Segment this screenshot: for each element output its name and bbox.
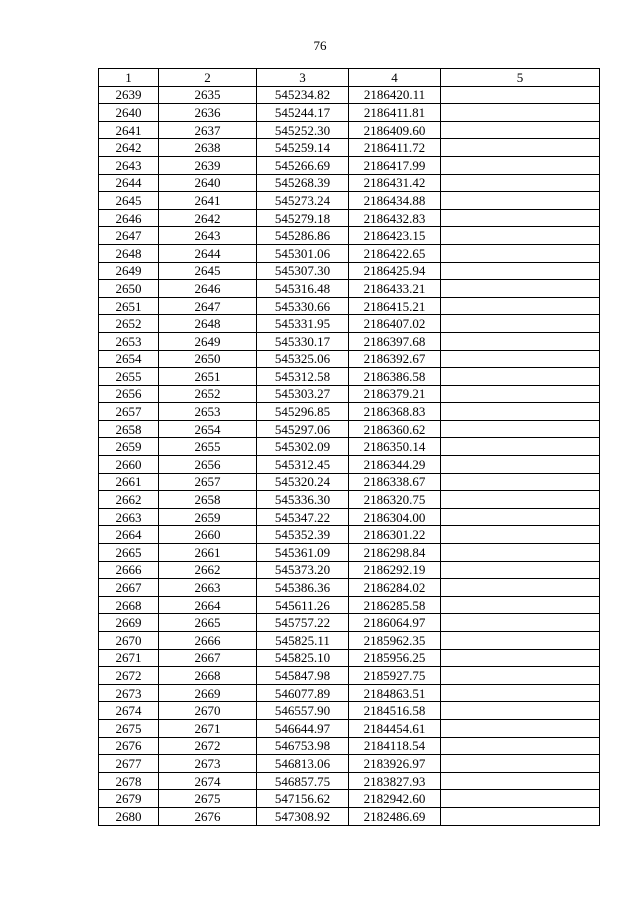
table-cell-col-2: 2649 (159, 332, 257, 350)
page-number: 76 (313, 38, 327, 53)
table-cell-col-1: 2658 (99, 420, 159, 438)
table-cell-col-5 (441, 227, 600, 245)
table-cell-col-1: 2644 (99, 174, 159, 192)
table-cell-col-3: 545330.66 (257, 297, 349, 315)
table-cell-col-3: 545279.18 (257, 209, 349, 227)
table-cell-col-4: 2184863.51 (349, 684, 441, 702)
table-cell-col-4: 2183926.97 (349, 755, 441, 773)
table-row (99, 368, 600, 386)
table-cell-col-4: 2186423.15 (349, 227, 441, 245)
table-row (99, 332, 600, 350)
table-row (99, 755, 600, 773)
table-row (99, 561, 600, 579)
table-cell-col-2: 2659 (159, 508, 257, 526)
table-cell-col-1: 2646 (99, 209, 159, 227)
table-cell-col-5 (441, 561, 600, 579)
table-cell-col-3: 546644.97 (257, 719, 349, 737)
table-cell-col-1: 2642 (99, 139, 159, 157)
table-cell-col-1: 2640 (99, 104, 159, 122)
table-cell-col-2: 2639 (159, 156, 257, 174)
column-header-5: 5 (441, 69, 600, 87)
table-cell-col-4: 2186411.81 (349, 104, 441, 122)
table-cell-col-2: 2665 (159, 614, 257, 632)
table-cell-col-3: 545352.39 (257, 526, 349, 544)
table-cell-col-2: 2664 (159, 596, 257, 614)
table-cell-col-2: 2658 (159, 491, 257, 509)
table-cell-col-5 (441, 315, 600, 333)
table-cell-col-4: 2185956.25 (349, 649, 441, 667)
table-row (99, 104, 600, 122)
table-row (99, 526, 600, 544)
table-cell-col-4: 2186411.72 (349, 139, 441, 157)
table-cell-col-5 (441, 121, 600, 139)
table-cell-col-3: 545259.14 (257, 139, 349, 157)
table-row (99, 420, 600, 438)
table-cell-col-1: 2650 (99, 280, 159, 298)
table-cell-col-4: 2183827.93 (349, 772, 441, 790)
table-cell-col-1: 2664 (99, 526, 159, 544)
table-cell-col-5 (441, 262, 600, 280)
table-cell-col-5 (441, 790, 600, 808)
table-cell-col-1: 2668 (99, 596, 159, 614)
table-row (99, 121, 600, 139)
table-cell-col-1: 2653 (99, 332, 159, 350)
table-cell-col-3: 545316.48 (257, 280, 349, 298)
table-cell-col-3: 546077.89 (257, 684, 349, 702)
table-row (99, 280, 600, 298)
table-cell-col-4: 2185962.35 (349, 632, 441, 650)
table-cell-col-4: 2186407.02 (349, 315, 441, 333)
table-cell-col-5 (441, 614, 600, 632)
table-cell-col-3: 545252.30 (257, 121, 349, 139)
table-cell-col-4: 2186064.97 (349, 614, 441, 632)
table-row (99, 456, 600, 474)
table-cell-col-3: 545307.30 (257, 262, 349, 280)
table-cell-col-2: 2673 (159, 755, 257, 773)
table-row (99, 156, 600, 174)
table-cell-col-4: 2182486.69 (349, 807, 441, 825)
table-cell-col-4: 2186386.58 (349, 368, 441, 386)
table-cell-col-4: 2186425.94 (349, 262, 441, 280)
table-cell-col-3: 545325.06 (257, 350, 349, 368)
table-cell-col-5 (441, 244, 600, 262)
table-cell-col-2: 2642 (159, 209, 257, 227)
table-cell-col-3: 545303.27 (257, 385, 349, 403)
table-cell-col-2: 2648 (159, 315, 257, 333)
table-cell-col-4: 2186397.68 (349, 332, 441, 350)
table-cell-col-5 (441, 772, 600, 790)
table-cell-col-3: 545234.82 (257, 86, 349, 104)
table-cell-col-4: 2185927.75 (349, 667, 441, 685)
table-cell-col-5 (441, 438, 600, 456)
table-cell-col-5 (441, 209, 600, 227)
header-row (99, 69, 600, 87)
table-cell-col-5 (441, 473, 600, 491)
table-row (99, 315, 600, 333)
table-row (99, 790, 600, 808)
table-cell-col-2: 2655 (159, 438, 257, 456)
table-row (99, 192, 600, 210)
table-cell-col-5 (441, 297, 600, 315)
table-cell-col-2: 2656 (159, 456, 257, 474)
table-cell-col-5 (441, 456, 600, 474)
table-cell-col-5 (441, 403, 600, 421)
table-cell-col-1: 2660 (99, 456, 159, 474)
table-cell-col-1: 2647 (99, 227, 159, 245)
table-cell-col-1: 2651 (99, 297, 159, 315)
table-cell-col-3: 545336.30 (257, 491, 349, 509)
table-cell-col-2: 2635 (159, 86, 257, 104)
table-cell-col-3: 545757.22 (257, 614, 349, 632)
table-cell-col-4: 2186417.99 (349, 156, 441, 174)
table-row (99, 174, 600, 192)
table-cell-col-2: 2668 (159, 667, 257, 685)
table-cell-col-2: 2670 (159, 702, 257, 720)
table-cell-col-3: 545297.06 (257, 420, 349, 438)
table-cell-col-3: 545330.17 (257, 332, 349, 350)
table-cell-col-5 (441, 737, 600, 755)
table-cell-col-5 (441, 579, 600, 597)
table-cell-col-3: 545361.09 (257, 544, 349, 562)
table-cell-col-2: 2663 (159, 579, 257, 597)
table-cell-col-5 (441, 755, 600, 773)
table-cell-col-3: 545296.85 (257, 403, 349, 421)
table-cell-col-5 (441, 420, 600, 438)
table-cell-col-5 (441, 544, 600, 562)
table-row (99, 807, 600, 825)
table-cell-col-4: 2186431.42 (349, 174, 441, 192)
table-row (99, 403, 600, 421)
table-cell-col-4: 2186285.58 (349, 596, 441, 614)
table-cell-col-1: 2667 (99, 579, 159, 597)
column-header-4: 4 (349, 69, 441, 87)
table-cell-col-4: 2186420.11 (349, 86, 441, 104)
table-row (99, 86, 600, 104)
table-cell-col-4: 2186433.21 (349, 280, 441, 298)
table-cell-col-1: 2673 (99, 684, 159, 702)
table-cell-col-1: 2678 (99, 772, 159, 790)
table-cell-col-1: 2676 (99, 737, 159, 755)
table-cell-col-5 (441, 280, 600, 298)
table-cell-col-2: 2638 (159, 139, 257, 157)
table-cell-col-5 (441, 491, 600, 509)
table-row (99, 262, 600, 280)
table-header (99, 69, 600, 87)
table-cell-col-5 (441, 807, 600, 825)
table-cell-col-4: 2186360.62 (349, 420, 441, 438)
table-cell-col-2: 2662 (159, 561, 257, 579)
table-cell-col-1: 2662 (99, 491, 159, 509)
table-cell-col-3: 545386.36 (257, 579, 349, 597)
table-cell-col-2: 2646 (159, 280, 257, 298)
table-cell-col-5 (441, 174, 600, 192)
table-cell-col-4: 2186409.60 (349, 121, 441, 139)
table-cell-col-2: 2671 (159, 719, 257, 737)
table-cell-col-3: 546857.75 (257, 772, 349, 790)
table-cell-col-3: 545266.69 (257, 156, 349, 174)
table-cell-col-1: 2648 (99, 244, 159, 262)
table-cell-col-2: 2647 (159, 297, 257, 315)
table-cell-col-2: 2657 (159, 473, 257, 491)
table-cell-col-4: 2186292.19 (349, 561, 441, 579)
table-cell-col-2: 2640 (159, 174, 257, 192)
table-cell-col-5 (441, 104, 600, 122)
table-cell-col-5 (441, 596, 600, 614)
table-row (99, 544, 600, 562)
table-cell-col-5 (441, 632, 600, 650)
table-cell-col-4: 2186298.84 (349, 544, 441, 562)
table-cell-col-1: 2641 (99, 121, 159, 139)
table-cell-col-4: 2182942.60 (349, 790, 441, 808)
table-cell-col-2: 2667 (159, 649, 257, 667)
table-cell-col-5 (441, 385, 600, 403)
table-cell-col-1: 2659 (99, 438, 159, 456)
table-cell-col-3: 547156.62 (257, 790, 349, 808)
table-cell-col-4: 2186284.02 (349, 579, 441, 597)
table-cell-col-3: 545825.11 (257, 632, 349, 650)
table-cell-col-3: 545244.17 (257, 104, 349, 122)
table-cell-col-4: 2186392.67 (349, 350, 441, 368)
table-row (99, 491, 600, 509)
table-cell-col-5 (441, 508, 600, 526)
table-cell-col-5 (441, 526, 600, 544)
table-row (99, 614, 600, 632)
table-cell-col-2: 2645 (159, 262, 257, 280)
table-cell-col-1: 2652 (99, 315, 159, 333)
table-cell-col-1: 2680 (99, 807, 159, 825)
table-cell-col-1: 2674 (99, 702, 159, 720)
table-cell-col-1: 2663 (99, 508, 159, 526)
table-cell-col-1: 2665 (99, 544, 159, 562)
table-cell-col-1: 2672 (99, 667, 159, 685)
table-cell-col-3: 545331.95 (257, 315, 349, 333)
table-cell-col-3: 547308.92 (257, 807, 349, 825)
table-cell-col-1: 2671 (99, 649, 159, 667)
table-cell-col-4: 2186350.14 (349, 438, 441, 456)
table-cell-col-3: 545268.39 (257, 174, 349, 192)
table-row (99, 772, 600, 790)
table-cell-col-2: 2669 (159, 684, 257, 702)
table-cell-col-4: 2184454.61 (349, 719, 441, 737)
table-cell-col-2: 2654 (159, 420, 257, 438)
table-cell-col-4: 2186344.29 (349, 456, 441, 474)
table-cell-col-5 (441, 702, 600, 720)
table-cell-col-3: 545302.09 (257, 438, 349, 456)
table-row (99, 632, 600, 650)
table-body (99, 86, 600, 825)
table-cell-col-4: 2184516.58 (349, 702, 441, 720)
column-header-3: 3 (257, 69, 349, 87)
table-row (99, 244, 600, 262)
table-row (99, 350, 600, 368)
table-row (99, 579, 600, 597)
table-cell-col-4: 2186379.21 (349, 385, 441, 403)
table-cell-col-5 (441, 719, 600, 737)
table-cell-col-3: 545825.10 (257, 649, 349, 667)
table-cell-col-1: 2679 (99, 790, 159, 808)
table-row (99, 667, 600, 685)
table-cell-col-2: 2641 (159, 192, 257, 210)
table-cell-col-1: 2670 (99, 632, 159, 650)
table-row (99, 737, 600, 755)
table-cell-col-1: 2666 (99, 561, 159, 579)
table-cell-col-5 (441, 139, 600, 157)
table-cell-col-2: 2666 (159, 632, 257, 650)
table-cell-col-3: 545312.45 (257, 456, 349, 474)
table-cell-col-2: 2675 (159, 790, 257, 808)
column-header-2: 2 (159, 69, 257, 87)
table-cell-col-5 (441, 192, 600, 210)
table-cell-col-3: 546557.90 (257, 702, 349, 720)
table-cell-col-2: 2676 (159, 807, 257, 825)
table-cell-col-4: 2186415.21 (349, 297, 441, 315)
table-cell-col-4: 2186434.88 (349, 192, 441, 210)
table-cell-col-2: 2661 (159, 544, 257, 562)
table-cell-col-5 (441, 86, 600, 104)
table-cell-col-4: 2186304.00 (349, 508, 441, 526)
table-cell-col-5 (441, 684, 600, 702)
table-cell-col-2: 2653 (159, 403, 257, 421)
table-row (99, 209, 600, 227)
table-cell-col-3: 545373.20 (257, 561, 349, 579)
table-cell-col-4: 2186320.75 (349, 491, 441, 509)
table-cell-col-1: 2677 (99, 755, 159, 773)
table-cell-col-1: 2657 (99, 403, 159, 421)
table-row (99, 719, 600, 737)
table-row (99, 473, 600, 491)
table-row (99, 438, 600, 456)
table-cell-col-5 (441, 649, 600, 667)
table-row (99, 297, 600, 315)
table-cell-col-1: 2669 (99, 614, 159, 632)
table-cell-col-1: 2656 (99, 385, 159, 403)
table-cell-col-3: 546813.06 (257, 755, 349, 773)
table-row (99, 139, 600, 157)
table-cell-col-4: 2186368.83 (349, 403, 441, 421)
table-cell-col-4: 2186422.65 (349, 244, 441, 262)
table-row (99, 508, 600, 526)
table-cell-col-2: 2672 (159, 737, 257, 755)
table-cell-col-3: 545312.58 (257, 368, 349, 386)
table-cell-col-3: 545320.24 (257, 473, 349, 491)
table-cell-col-3: 545347.22 (257, 508, 349, 526)
table-cell-col-1: 2654 (99, 350, 159, 368)
table-cell-col-4: 2186338.67 (349, 473, 441, 491)
table-cell-col-2: 2637 (159, 121, 257, 139)
table-cell-col-5 (441, 332, 600, 350)
table-row (99, 227, 600, 245)
table-cell-col-1: 2645 (99, 192, 159, 210)
table-cell-col-5 (441, 368, 600, 386)
column-header-1: 1 (99, 69, 159, 87)
table-row (99, 684, 600, 702)
table-cell-col-5 (441, 667, 600, 685)
table-cell-col-4: 2184118.54 (349, 737, 441, 755)
table-cell-col-1: 2655 (99, 368, 159, 386)
table-cell-col-1: 2675 (99, 719, 159, 737)
table-cell-col-2: 2652 (159, 385, 257, 403)
table-cell-col-5 (441, 156, 600, 174)
table-cell-col-2: 2643 (159, 227, 257, 245)
table-cell-col-3: 545611.26 (257, 596, 349, 614)
table-cell-col-1: 2639 (99, 86, 159, 104)
coordinates-table (98, 68, 600, 826)
table-cell-col-1: 2649 (99, 262, 159, 280)
table-row (99, 385, 600, 403)
table-row (99, 649, 600, 667)
table-cell-col-3: 545301.06 (257, 244, 349, 262)
table-cell-col-2: 2651 (159, 368, 257, 386)
table-cell-col-1: 2661 (99, 473, 159, 491)
table-cell-col-2: 2660 (159, 526, 257, 544)
table-cell-col-2: 2650 (159, 350, 257, 368)
table-cell-col-2: 2674 (159, 772, 257, 790)
table-cell-col-2: 2644 (159, 244, 257, 262)
table-cell-col-5 (441, 350, 600, 368)
table-cell-col-4: 2186301.22 (349, 526, 441, 544)
table-cell-col-3: 546753.98 (257, 737, 349, 755)
table-cell-col-3: 545847.98 (257, 667, 349, 685)
table-cell-col-3: 545286.86 (257, 227, 349, 245)
table-row (99, 702, 600, 720)
table-row (99, 596, 600, 614)
table-cell-col-2: 2636 (159, 104, 257, 122)
table-cell-col-3: 545273.24 (257, 192, 349, 210)
table-cell-col-4: 2186432.83 (349, 209, 441, 227)
table-cell-col-1: 2643 (99, 156, 159, 174)
